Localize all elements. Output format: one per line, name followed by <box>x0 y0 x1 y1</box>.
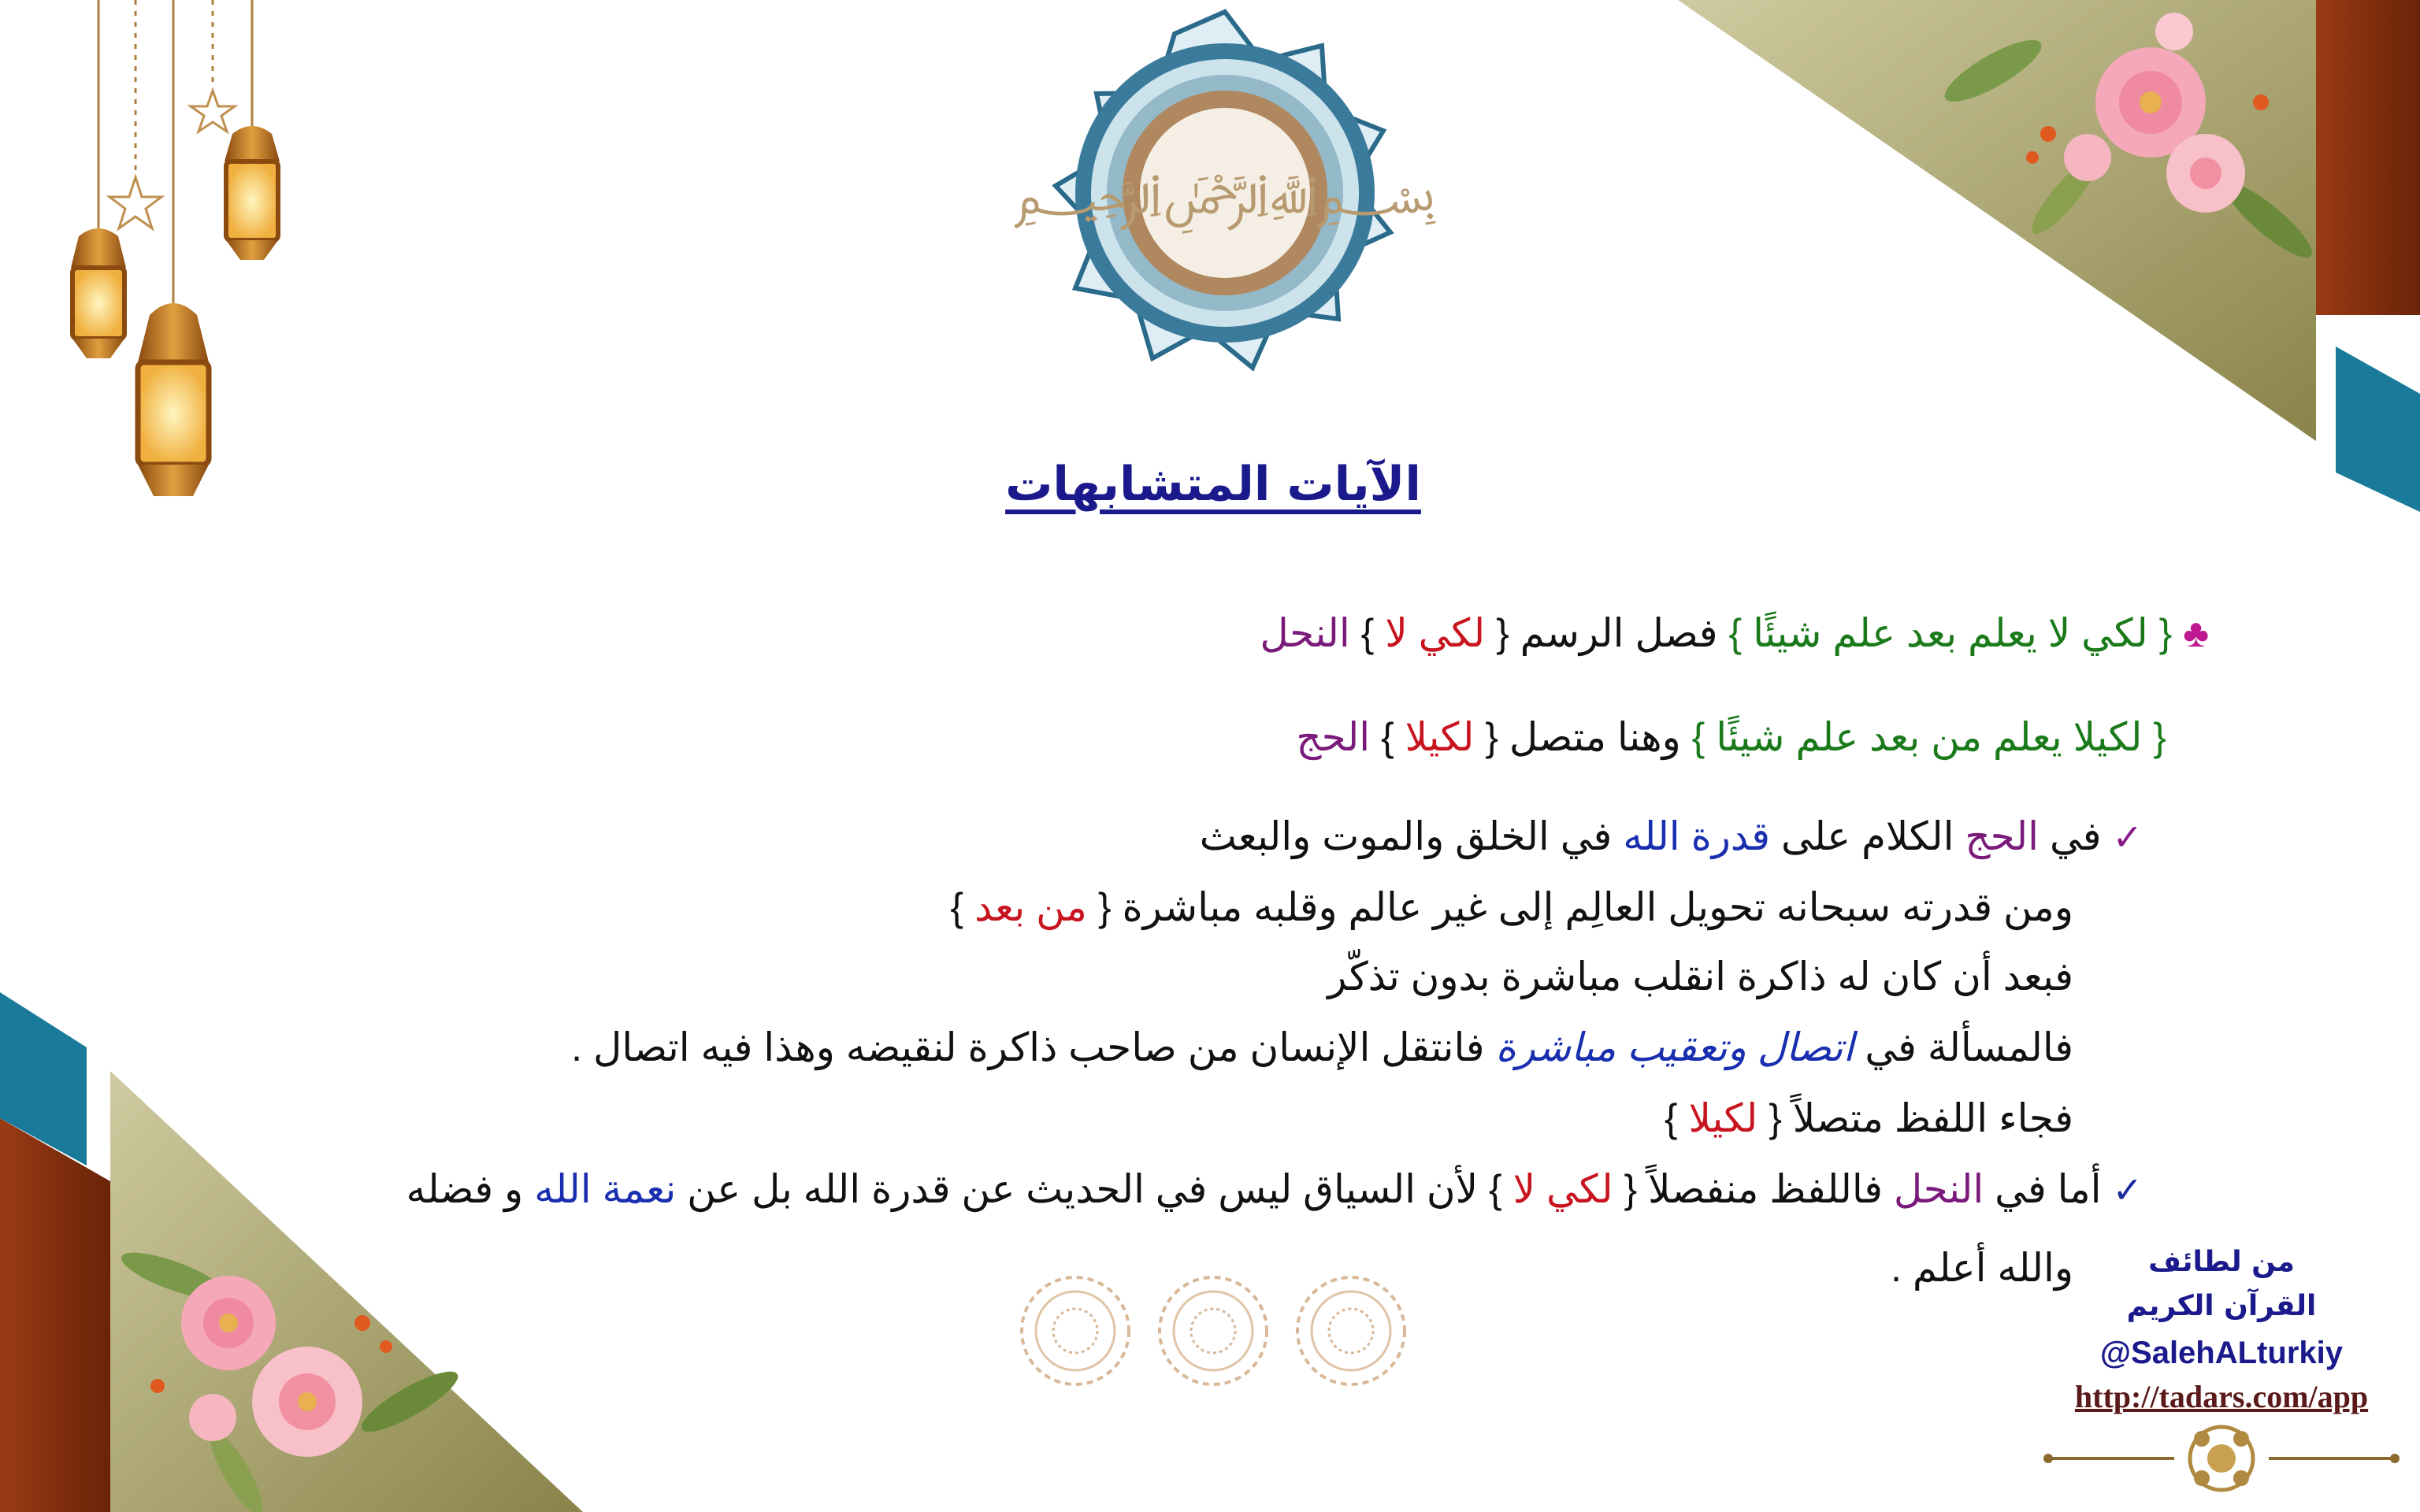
surah-name: النحل <box>1260 611 1350 655</box>
explanation-line-4 <box>571 1022 2073 1073</box>
keyword: من بعد <box>974 885 1087 929</box>
surah-name: النحل <box>1893 1167 1984 1211</box>
text-segment: } <box>950 885 964 929</box>
text-segment: فاللفظ منفصلاً { <box>1624 1167 1883 1211</box>
verse-line-2 <box>1296 712 2166 762</box>
rosette-icon <box>1022 1277 1129 1384</box>
text-segment: فبعد أن كان له ذاكرة انقلب مباشرة بدون تذكّر <box>1327 954 2073 999</box>
explanation-line-1 <box>1200 811 2143 862</box>
club-bullet-icon: ♣ <box>2183 611 2209 655</box>
verse-text: فصل الرسم { <box>1496 611 1718 655</box>
lantern-icon <box>138 303 209 496</box>
page-title: الآيات المتشابهات <box>1005 457 1421 512</box>
svg-text:﷽: ﷽ <box>1013 161 1437 226</box>
explanation-line-7 <box>1891 1243 2073 1293</box>
verse-quote: { لكيلا يعلم من بعد علم شيئًا } <box>1691 715 2166 759</box>
explanation-line-2 <box>950 882 2073 932</box>
text-segment: } لأن السياق ليس في الحديث عن قدرة الله بل عن <box>687 1167 1502 1211</box>
keyword: اتصال وتعقيب مباشرة <box>1495 1025 1854 1069</box>
text-segment: في الخلق والموت والبعث <box>1199 814 1613 858</box>
lantern-icon <box>71 228 126 358</box>
explanation-line-3 <box>1327 951 2073 1002</box>
rosette-icon <box>1297 1277 1405 1384</box>
text-segment: الكلام على <box>1780 814 1954 858</box>
credit-handle[interactable]: @SalehALturkiy <box>2100 1336 2343 1370</box>
star-icon <box>191 91 235 132</box>
keyword: نعمة الله <box>534 1167 677 1211</box>
explanation-line-5 <box>1665 1093 2073 1143</box>
text-segment: فجاء اللفظ متصلاً { <box>1769 1096 2073 1140</box>
checkmark-icon: ✓ <box>2112 1169 2143 1210</box>
rosette-icon <box>1160 1277 1267 1384</box>
verse-text: وهنا متصل { <box>1485 715 1681 759</box>
medallion-icon <box>1013 12 1436 368</box>
verse-close: } <box>1381 715 1394 759</box>
verse-close: } <box>1360 611 1375 655</box>
text-segment: أما في <box>1995 1167 2102 1211</box>
verse-word: لكي لا <box>1385 611 1486 655</box>
surah-name: الحج <box>1296 715 1371 759</box>
text-segment: والله أعلم . <box>1891 1246 2073 1290</box>
credit-line-1: من لطائف <box>2148 1246 2295 1278</box>
surah-name: الحج <box>1965 814 2040 858</box>
lantern-icon <box>225 126 280 260</box>
text-segment: في <box>2049 814 2102 858</box>
verse-quote: { لكي لا يعلم بعد علم شيئًا } <box>1728 611 2173 655</box>
verse-word: لكيلا <box>1405 715 1475 759</box>
text-segment: فالمسألة في <box>1865 1025 2073 1069</box>
checkmark-icon: ✓ <box>2112 817 2143 858</box>
keyword: قدرة الله <box>1623 814 1771 858</box>
verse-line-1 <box>1260 608 2209 658</box>
credit-line-2: القرآن الكريم <box>2126 1290 2317 1322</box>
explanation-line-6 <box>406 1164 2143 1215</box>
text-segment: ومن قدرته سبحانه تحويل العالِم إلى غير عالم وقلبه مباشرة { <box>1097 885 2073 929</box>
keyword: لكي لا <box>1512 1167 1613 1211</box>
keyword: لكيلا <box>1688 1096 1758 1140</box>
text-segment: } <box>1664 1096 1678 1140</box>
star-icon <box>109 177 161 228</box>
text-segment: فانتقل الإنسان من صاحب ذاكرة لنقيضه وهذا فيه اتصال . <box>571 1025 1485 1069</box>
ornament-icon <box>2043 1427 2400 1490</box>
credit-url-link[interactable]: http://tadars.com/app <box>2074 1379 2369 1414</box>
text-segment: و فضله <box>406 1167 524 1211</box>
